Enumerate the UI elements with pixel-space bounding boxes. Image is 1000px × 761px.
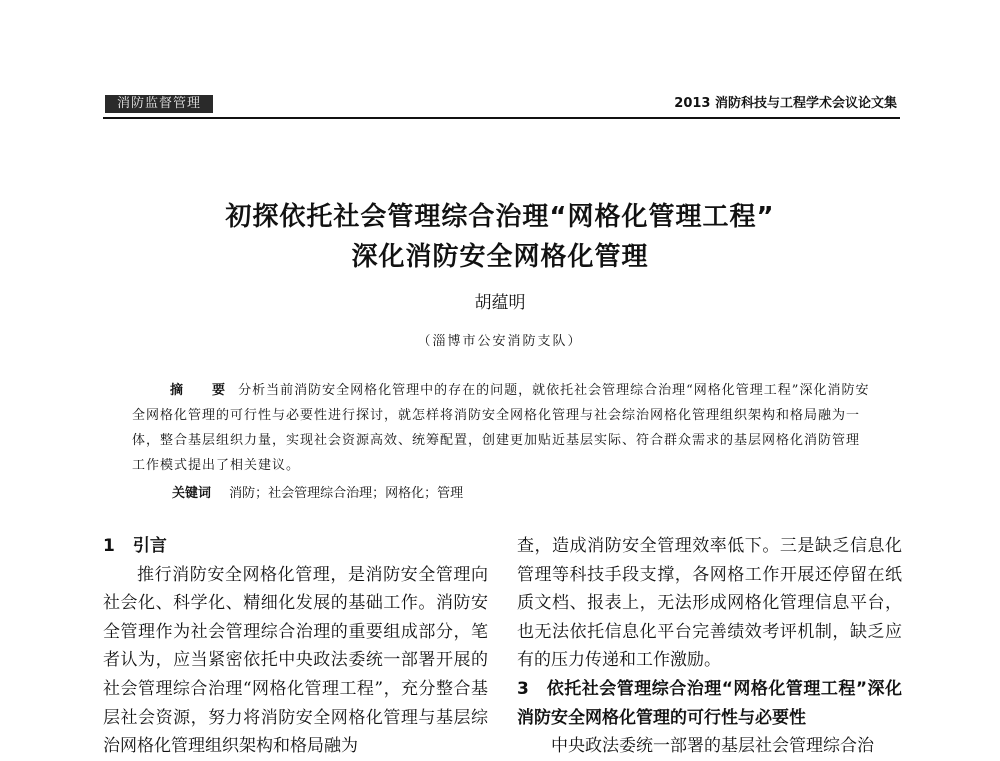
paragraph: 推行消防安全网格化管理，是消防安全管理向社会化、科学化、精细化发展的基础工作。消防安全管理作为社会管理综合治理的重要组成部分，笔者认为，应当紧密依托中央政法委统一部署开展的社会管理综合治理“网格化管理工程”，充分整合基层社会资源，努力将消防安全网格化管理与基层综治网格化管理组织架构和格局融为 <box>103 564 488 757</box>
section-title: 引言 <box>132 536 167 556</box>
article-title-line1: 初探依托社会管理综合治理“网格化管理工程” <box>225 202 775 232</box>
keywords-label: 关键词 <box>172 486 212 501</box>
journal-title: 2013 消防科技与工程学术会议论文集 <box>674 96 897 111</box>
right-column <box>517 532 902 761</box>
left-column <box>103 532 488 761</box>
section-number: 1 <box>103 536 115 556</box>
section-heading-3: 3 依托社会管理综合治理“网格化管理工程”深化消防安全网格化管理的可行性与必要性 <box>517 678 902 728</box>
paragraph: 中央政法委统一部署的基层社会管理综合治 <box>551 736 874 757</box>
paragraph-continued: 查，造成消防安全管理效率低下。三是缺乏信息化管理等科技手段支撑，各网格工作开展还停留在纸质文档、报表上，无法形成网格化管理信息平台，也无法依托信息化平台完善绩效考评机制，缺乏应有的压力传递和工作激励。 <box>517 536 902 671</box>
section-tag: 消防监督管理 <box>105 95 213 113</box>
abstract-label: 摘 要 <box>170 383 234 398</box>
abstract-text: 分析当前消防安全网格化管理中的存在的问题，就依托社会管理综合治理“网格化管理工程”深化消防安全网格化管理的可行性与必要性进行探讨，就怎样将消防安全网格化管理与社会综治网格化管理组织架构和格局融为一体，整合基层组织力量，实现社会资源高效、统筹配置，创建更加贴近基层实际、符合群众需求的基层网格化消防管理工作模式提出了相关建议。 <box>132 383 870 473</box>
section-heading-1 <box>103 532 488 561</box>
header-rule <box>103 117 900 119</box>
affiliation: （淄博市公安消防支队） <box>417 334 583 349</box>
article-title-line2: 深化消防安全网格化管理 <box>351 242 649 272</box>
abstract <box>132 378 872 478</box>
author: 胡蕴明 <box>474 293 526 313</box>
keywords-text: 消防；社会管理综合治理；网格化；管理 <box>229 486 464 501</box>
keywords <box>172 483 872 505</box>
